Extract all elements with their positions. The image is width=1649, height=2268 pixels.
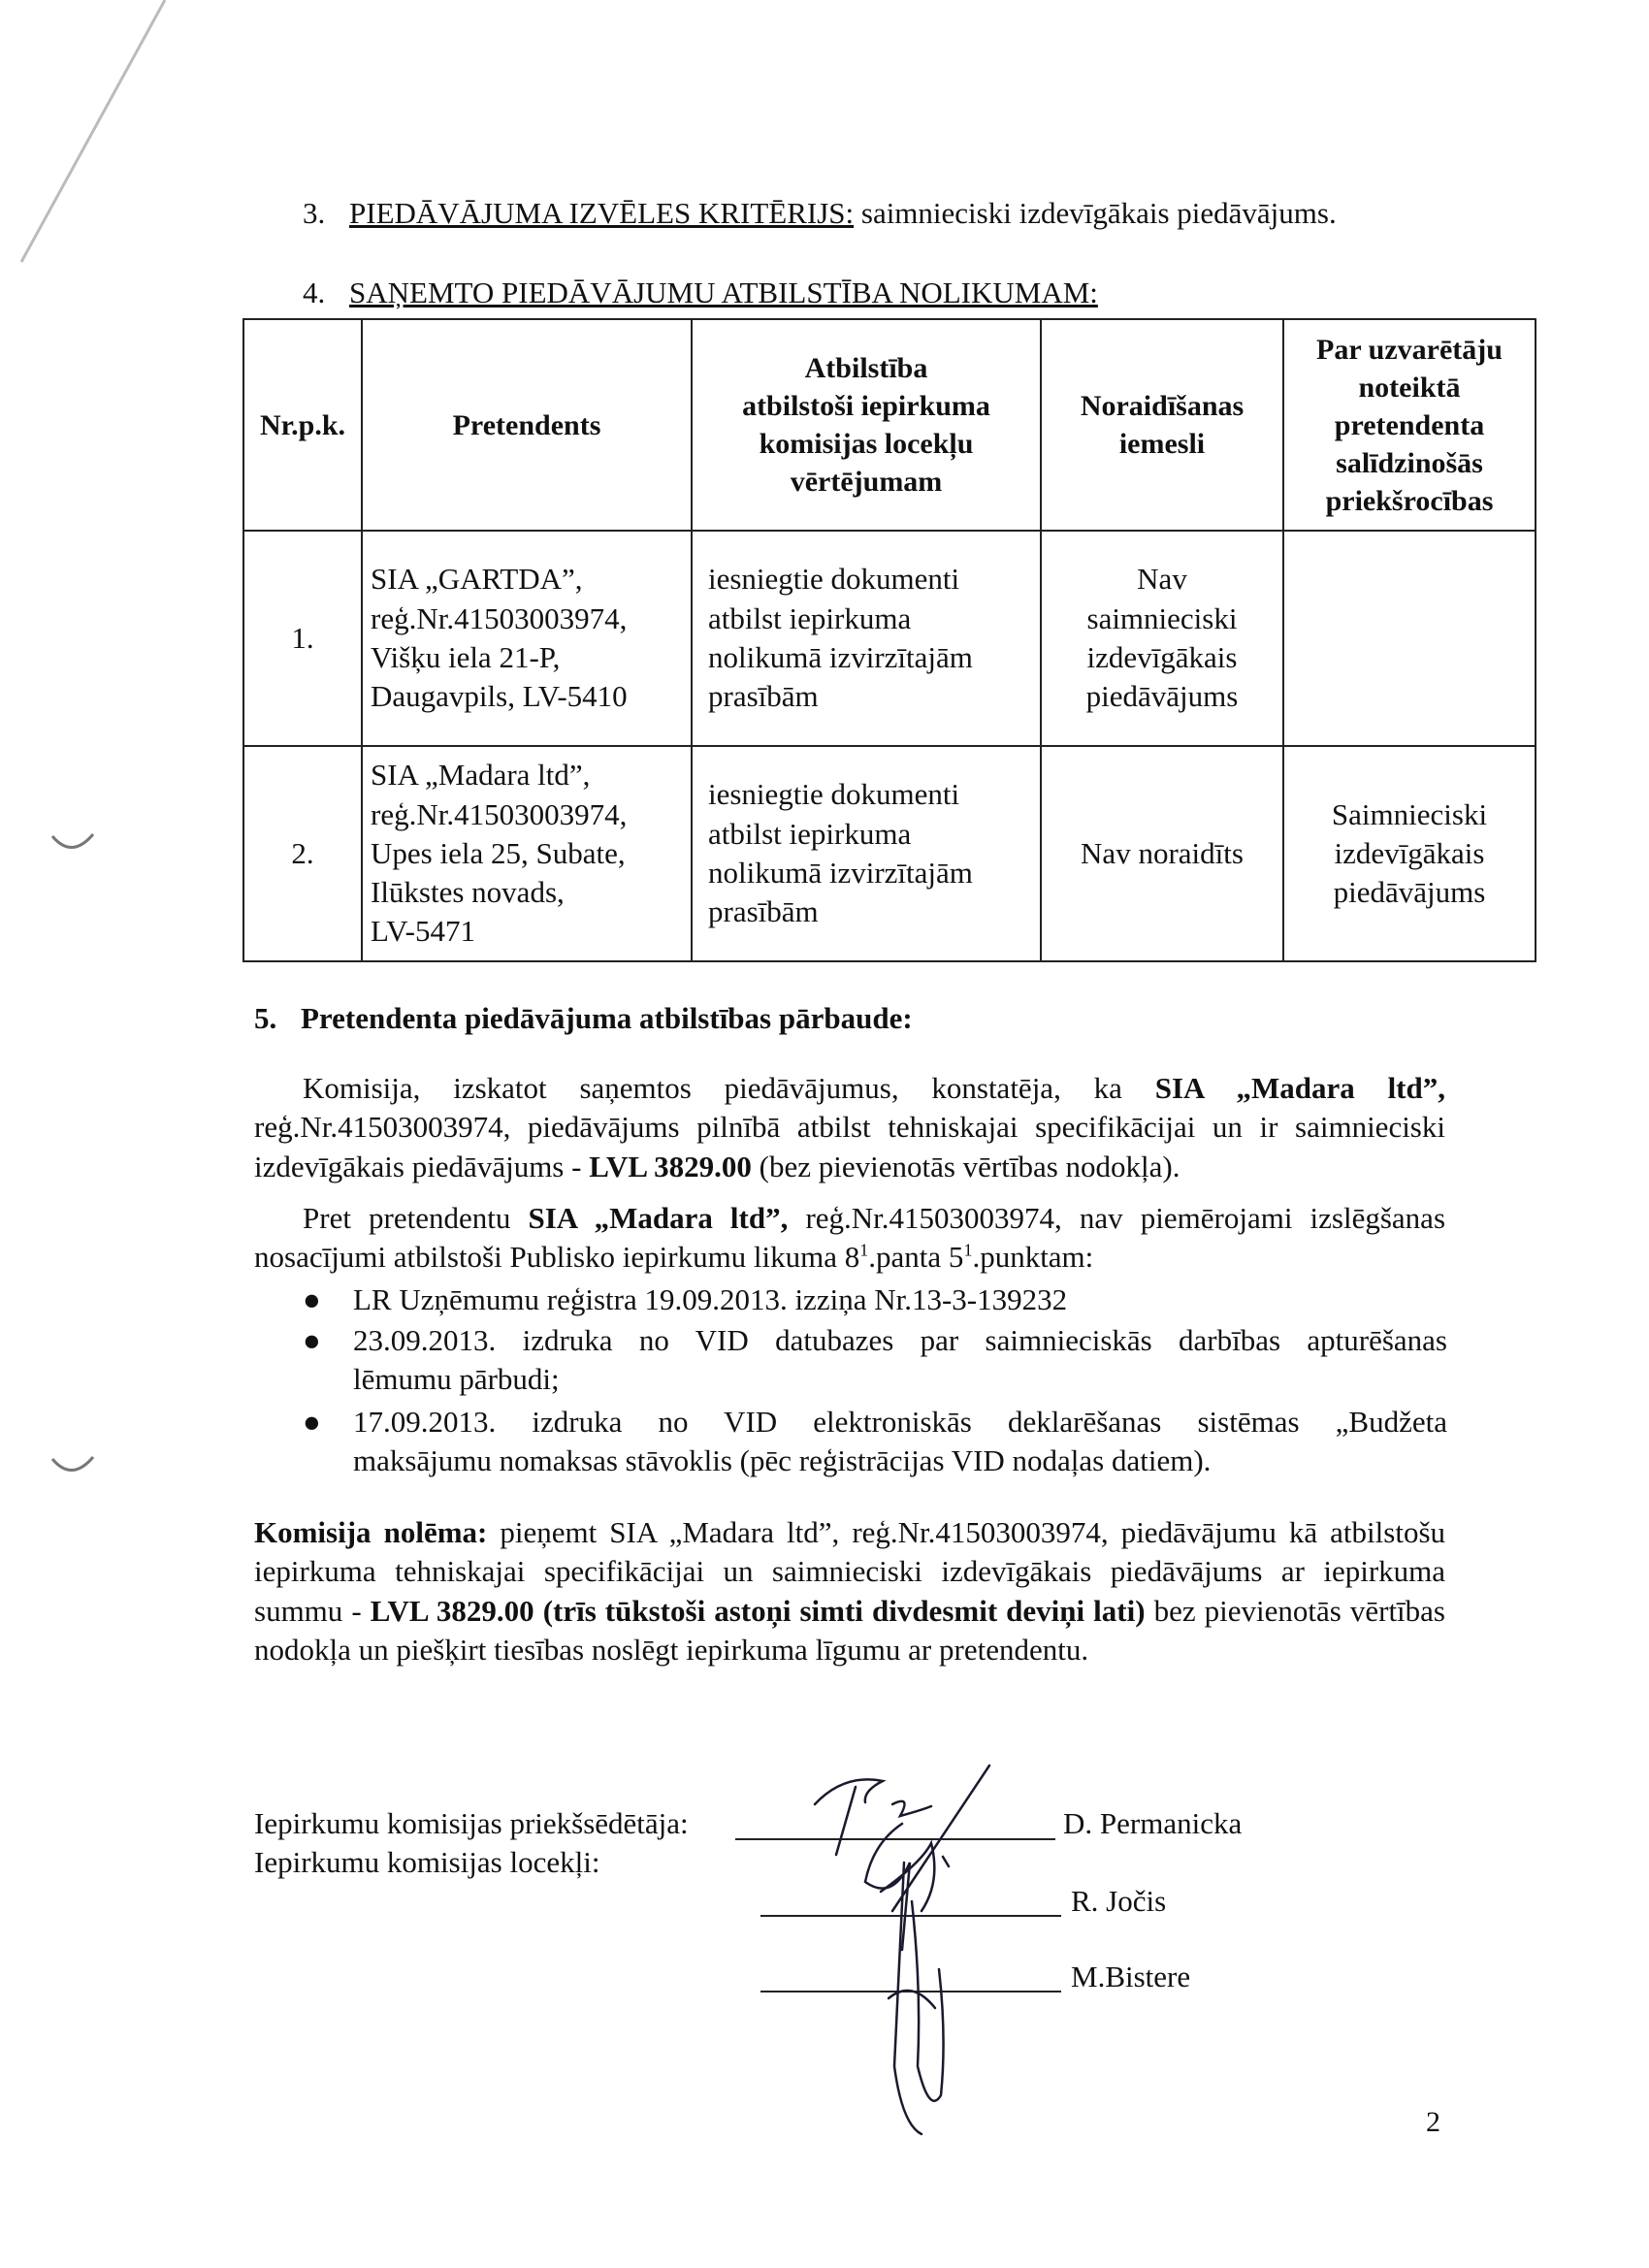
section-title: Pretendenta piedāvājuma atbilstības pārbaude: [301, 1001, 913, 1035]
section-number: 4. [303, 275, 326, 309]
handwritten-signature [776, 1746, 1028, 2154]
section-label: SAŅEMTO PIEDĀVĀJUMU ATBILSTĪBA NOLIKUMAM: [349, 275, 1098, 309]
cell-prieksrocibas [1283, 531, 1536, 746]
cell-pretendents: SIA „Madara ltd”, reģ.Nr.41503003974, Upes iela 25, Subate, Ilūkstes novads, LV-5471 [362, 746, 692, 961]
section-text: saimnieciski izdevīgākais piedāvājums. [860, 196, 1337, 230]
signer-name: M.Bistere [1071, 1960, 1191, 1993]
header-pretendents: Pretendents [362, 319, 692, 531]
cell-noraidisanas: Nav noraidīts [1041, 746, 1283, 961]
members-label: Iepirkumu komisijas locekļi: [254, 1845, 600, 1879]
section-number: 5. [254, 1001, 277, 1035]
paragraph-exclusion: Pret pretendentu SIA „Madara ltd”, reģ.Nr.41503003974, nav piemērojami izslēgšanas nosacījumi atbilstoši Publisko iepirkumu likuma $8^1.panta$ $5^1.punktam$: [254, 1201, 1446, 1275]
chair-label: Iepirkumu komisijas priekšsēdētāja: [254, 1806, 689, 1840]
signer-name: D. Permanicka [1063, 1806, 1243, 1840]
section-5-heading [254, 999, 913, 1038]
header-atbilstiba: Atbilstība atbilstoši iepirkuma komisijas locekļu vērtējumam [692, 319, 1041, 531]
cell-noraidisanas: Nav saimnieciski izdevīgākais piedāvājums [1041, 531, 1283, 746]
signer-name: R. Jočis [1071, 1884, 1167, 1918]
page-number: 2 [1426, 2106, 1440, 2138]
header-prieksrocibas: Par uzvarētāju noteiktā pretendenta salīdzinošās priekšrocības [1283, 319, 1536, 531]
paragraph-offer-check: Komisija, izskatot saņemtos piedāvājumus, konstatēja, ka SIA „Madara ltd”, reģ.Nr.41503003974, piedāvājums pilnībā atbilst tehniskajai specifikācijai un ir saimnieciski izdevīgākais piedāvājums - LVL 3829.00 (bez pievienotās vērtības nodokļa). [254, 1071, 1445, 1183]
cell-atbilstiba: iesniegtie dokumenti atbilst iepirkuma nolikumā izvirzītajām prasībām [692, 531, 1041, 746]
cell-prieksrocibas: Saimnieciski izdevīgākais piedāvājums [1283, 746, 1536, 961]
punch-hole-mark [50, 830, 95, 856]
offers-table [242, 318, 1536, 962]
section-number: 3. [303, 196, 326, 230]
header-noraidisanas: Noraidīšanas iemesli [1041, 319, 1283, 531]
page-fold-mark [0, 0, 194, 291]
decision-label: Komisija nolēma: [254, 1515, 488, 1549]
cell-nr: 2. [243, 746, 362, 961]
section-3-criterion [303, 194, 1337, 233]
table-row [243, 531, 1536, 746]
header-nr: Nr.p.k. [243, 319, 362, 531]
section-4-heading [303, 274, 1098, 312]
section-label: PIEDĀVĀJUMA IZVĒLES KRITĒRIJS: [349, 196, 855, 230]
punch-hole-mark [50, 1453, 95, 1478]
cell-atbilstiba: iesniegtie dokumenti atbilst iepirkuma nolikumā izvirzītajām prasībām [692, 746, 1041, 961]
cell-pretendents: SIA „GARTDA”, reģ.Nr.41503003974, Višķu iela 21-P, Daugavpils, LV-5410 [362, 531, 692, 746]
table-header-row [243, 319, 1536, 531]
table-row [243, 746, 1536, 961]
cell-nr: 1. [243, 531, 362, 746]
commission-decision: Komisija nolēma: pieņemt SIA „Madara ltd”, reģ.Nr.41503003974, piedāvājumu kā atbilstošu iepirkuma tehniskajai specifikācijai un saimnieciski izdevīgākais piedāvājums ar iepirkuma summu - LVL 3829.00 (trīs tūkstoši astoņi simti divdesmit deviņi lati) bez pievienotās vērtības nodokļa un piešķirt tiesības noslēgt iepirkuma līgumu ar pretendentu. [254, 1515, 1446, 1667]
